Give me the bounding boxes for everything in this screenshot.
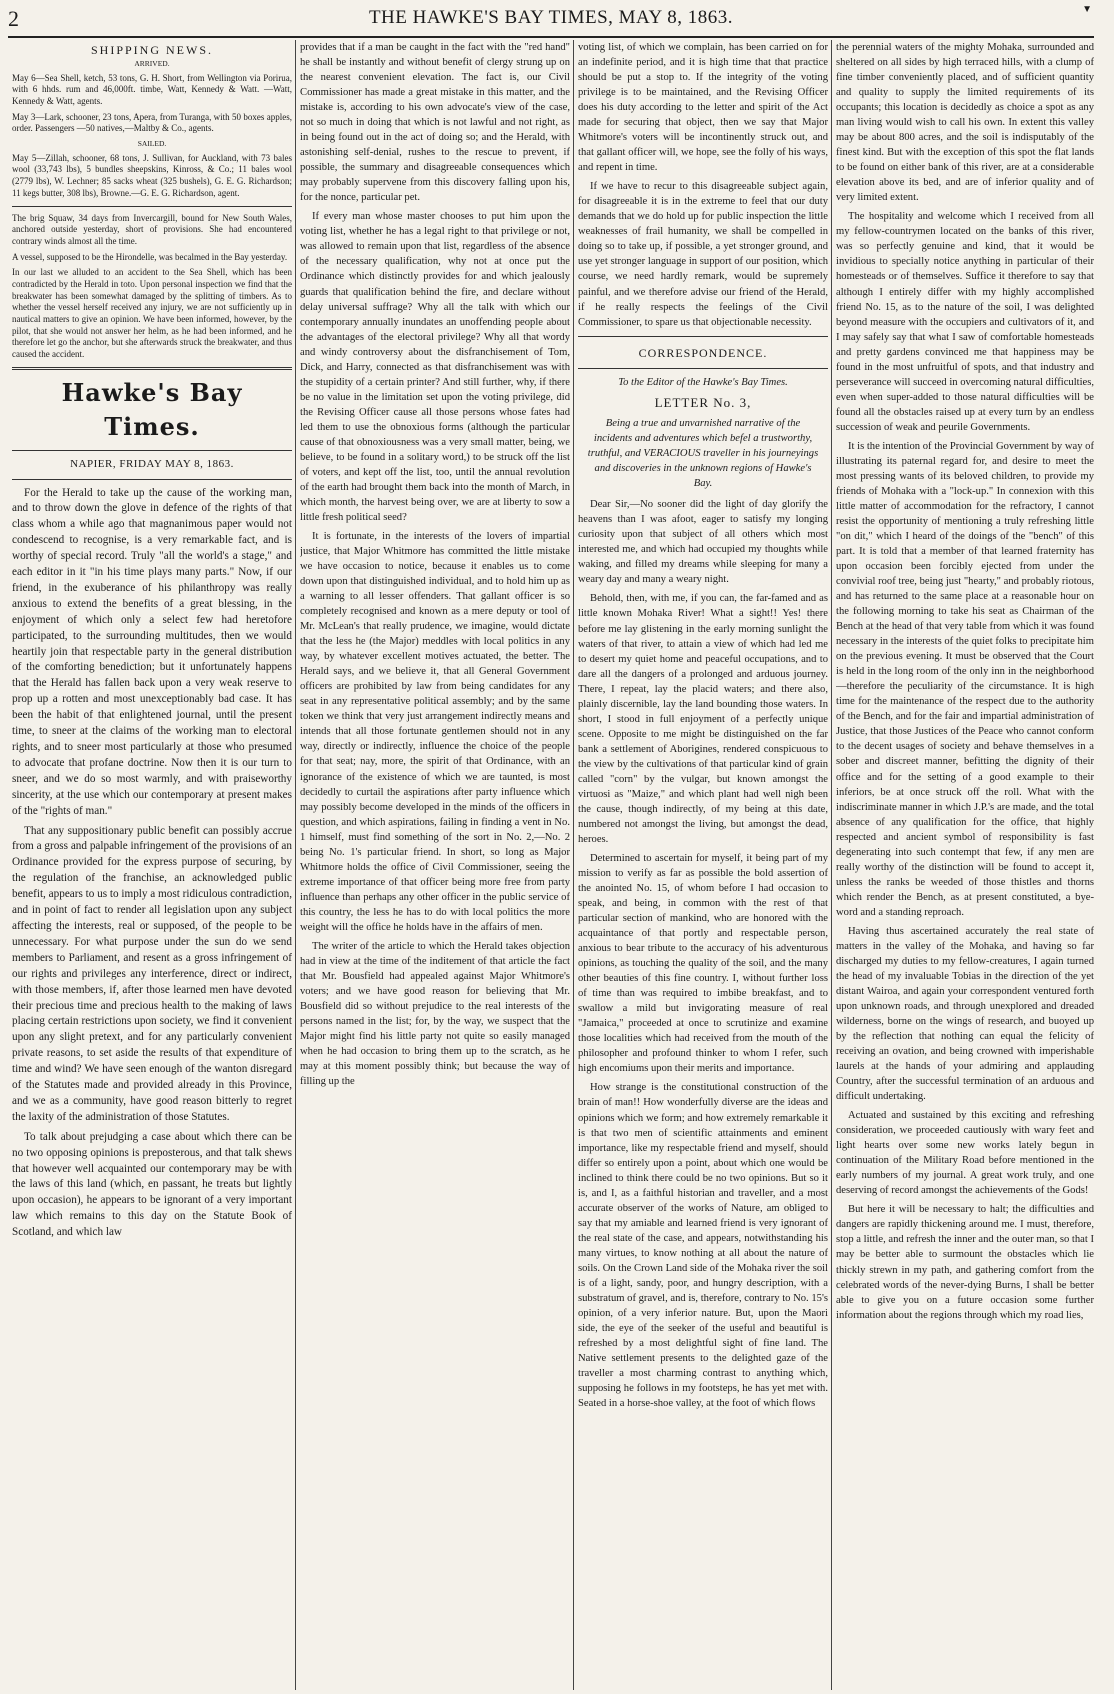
letter-paragraph: Having thus ascertained accurately the real state of matters in the valley of the Mohaka, and having so far discharged my duties to my fellow-creatures, I again turned the head of my invaluable Tobias in the direction of the yet distant Wairoa, and again your correspondent ventured forth upon unknown roads, and through unexplored and dreaded wilderness, borne on the wings of research, and buoyed up by the reflection that nothing can equal the felicity of receiving an ovation, and being crowned with imperishable laurels at the hands of your admiring and applauding Country, after the successful termination of an arduous and difficult undertaking.: [836, 925, 1094, 1103]
letter-paragraph: Determined to ascertain for myself, it being part of my mission to verify as far as possible the bold assertion of the anointed No. 15, of whom before I had occasion to speak, and being, in common with the rest of that particular section of mankind, who are honored with the acquaintance of that portly and respectable person, anxious to bear tribute to the accuracy of his adventurous opinions, as touching the quality of the soil, and the many other beauties of this fine country. I, without further loss of time than was required to imbibe breakfast, and to swallow a mild but invigorating measure of real "Jamaica," proceeded at once to scrutinize and examine those localities which had received from the mouth of the philosopher and profound thinker to whom I refer, such high encomiums upon their merits and importance.: [578, 852, 828, 1075]
editorial-paragraph: It is fortunate, in the interests of the lovers of impartial justice, that Major Whitmore has committed the little mistake we have occasion to notice, because it enables us to come down upon that distinguished individual, and to hold him up as a warning to all lesser offenders. That gallant officer is so completely recognised and known as a mere deputy or tool of Mr. McLean's that really prudence, we imagine, would dictate that the less he (the Major) meddles with local politics in any way, by whatever excellent motives actuated, the better. The Herald says, and we believe it, that all General Government officers are prohibited by law from being candidates for any seat in any representative political assembly; and by the same token we think that very just arrangement indirectly means and intends that all those fortunate gentlemen should not in any way, directly or indirectly, influence the choice of the people for that seat; nay, more, the spirit of that Ordinance, with an ignorance of the existence of which we are taunted, is most decidedly to curtail the aspirations after party influence which may possibly become developed in the minds of the officers in question, and which aspirations, failing in finding a vent in No. 1 himself, must find something of the sort in No. 2,—No. 2 being No. 1's particular friend. In short, so long as Major Whitmore holds the office of Civil Commissioner, seeing the extreme importance of that officer being more free from party influence than perhaps any other officer in the public service of this country, the less he has to do with local politics the more weight will the office he holds have in the affairs of men.: [300, 531, 570, 933]
letter-paragraph: The hospitality and welcome which I received from all my fellow-countrymen located on the banks of this river, was so perfectly genuine and kind, that it would be invidious to specially notice anything in particular of their homesteads or of themselves. Suffice it therefore to say that although I entirely differ with my highly accomplished friend No. 15, as to the nature of the soil, I was delighted beyond measure with the occupiers and cultivators of it, and I may safely say that what I saw of comfortable homesteads and pretty gardens convinced me that happiness may be found in the most unfruitful of spots, and that industry and perseverance will succeed in overcoming natural difficulties, even when super-added to those natural difficulties will be found all the obstacles raised up at every turn by an endless succession of weak and peurile Governments.: [836, 211, 1094, 433]
letter-paragraph: Behold, then, with me, if you can, the far-famed and as little known Mohaka River! What a sight!! Yes! there before me lay glistening in the early morning sunlight the waters of that river, to attain a view of which had led me to desert my quiet home and peaceful occupations, and to dare all the dangers of a prolonged and arduous journey. There, I repeat, lay the placid waters; and there also, plainly discernible, lay the land bounding those waters. In short, I stood in full enjoyment of a perfectly unique scene. Opposite to me might be distinguished on the far bank a settlement of Aborigines, rendered conspicuous to the view by the cultivations of that particular kind of grain called "corn" by the vulgar, but known amongst the virtuosi as "Maize," and which plant had well nigh been the cause, though indirectly, of my being at this date, numbered not amongst the living, but amongst the dead, heroes.: [578, 593, 828, 845]
column-3: [578, 40, 828, 1690]
editorial-paragraph: To talk about prejudging a case about which there can be no two opposing opinions is preposterous, and that talk shews that however well acquainted our contemporary may be with the laws of this land (which, en passant, he treats but lightly upon occasion), he appears to be ignorant of a very important law which remains to this day on the Statute Book of Scotland, and which law: [12, 1130, 292, 1239]
letter-paragraph: But here it will be necessary to halt; the difficulties and dangers are rapidly thickening around me. I must, therefore, stop a little, and refresh the inner and the outer man, so that I may be better able to surmount the obstacles which lie thickly strewn in my path, and gathering comfort from the celebrated words of the never-dying Burns, I shall be better able to give you on a future occasion some further information about the regions through which my road lies,: [836, 1204, 1094, 1321]
shipping-note: The brig Squaw, 34 days from Invercargill, bound for New South Wales, anchored outside yesterday, short of provisions. She had encountered contrary winds almost all the time.: [12, 212, 292, 246]
letter-title: LETTER No. 3,: [654, 394, 752, 410]
arrived-label: ARRIVED.: [134, 59, 170, 69]
editorial-paragraph: voting list, of which we complain, has been carried on for an indefinite period, and it is high time that that practice should be put a stop to. If the integrity of the voting privilege is to be maintained, and the Revising Officer does his duty according to the letter and spirit of the Act made for securing that object, then we say that Major Whitmore's voters will be incontinently struck out, and that gallant officer will, we hope, see the folly of his ways, and repent in time.: [578, 42, 828, 174]
column-4: [836, 40, 1094, 1690]
divider: [12, 479, 292, 480]
sailed-label: SAILED.: [137, 139, 167, 149]
shipping-entry: May 6—Sea Shell, ketch, 53 tons, G. H. Short, from Wellington via Porirua, with 6 hhds. rum and 46,000ft. timbe, Watt, Kennedy & Watt. —Watt, Kennedy & Watt, agents.: [12, 72, 292, 107]
column-2: [300, 40, 570, 1690]
letter-paragraph: It is the intention of the Provincial Government by way of illustrating its paternal regard for, and desire to meet the most pressing wants of its beloved children, to provide my friends of Mohaka with a "lock-up." In connexion with this little matter of accommodation for the refractory, I cannot resist the opportunity of mentioning a truly refreshing little "on dit," which I heard of the doings of the "bench" of this part. It is told that a member of that learned fraternity has upon occasion been forcibly ejected from under the convivial roof tree, being just "hearty," and probably riotous, and has returned to the same place at a reasonable hour on the following morning to take his seat as Chairman of the Bench at the head of that very table from which it was found necessary in the interests of the quiet folks to precipitate him on the previous evening. It must be observed that the Court is held in the long room of the only inn in the neighborhood—therefore the peculiarity of the circumstance. It is high time for the maintenance of the respect due to the authority of the Bench, and for the fair and impartial administration of Justice, that those Justices of the Peace who cannot conform to the decent usages of society and behave themselves in a sober and discreet manner, befitting the dignity of their office and for the setting of a good example to their inferiors, be at once struck off the roll. What with the indiscriminate manner in which J.P.'s are made, and the total absence of any qualification for the office, that highly respected and ancient symbol of responsibility is fast degenerating into such contempt that few, if any men are really worthy of the distinction will be found to accept it, unless the ranks be weeded of those thistles and thorns which render the Bench, as at present constituted, a bye-word and a standing reproach.: [836, 440, 1094, 918]
letter-subtitle: Being a true and unvarnished narrative of the incidents and adventures which befel a trustworthy, truthful, and VERACIOUS traveller in his journeyings and discoveries in the unknown regions of Hawke's Bay.: [587, 418, 819, 490]
page-number: 2: [8, 6, 19, 31]
column-1: [12, 40, 292, 1690]
editorial-paragraph: That any suppositionary public benefit can possibly accrue from a gross and palpable infringement of the provisions of an Ordinance provided for the express purpose of securing, by the regulation of the franchise, an acknowledged public benefit, appears to us to imply a most ridiculous contradiction, and in point of fact to render all legislation upon any subject affecting the interests, real or supposed, of the people to be unnecessary. For what purpose under the sun do we send members to Parliament, and resent as a gross infringement of our rights and privileges any interference, direct or indirect, with those members, if, after those learned men have devoted their precious time and precious health to the making of laws placing certain restrictions upon society, we find it convenient upon any slight pretext, and for any particularly convenient private reasons, to set aside the results of that expenditure of time and wind? We have seen enough of the wanton disregard of the Statutes made and provided already in this Province, and we as a community, have good reason bitterly to regret the laxity of the administration of those Statutes.: [12, 824, 292, 1123]
nameplate: Hawke's Bay Times.: [61, 377, 243, 441]
divider: [12, 450, 292, 451]
column-rule: [573, 40, 574, 1690]
column-rule: [295, 40, 296, 1690]
editorial-paragraph: provides that if a man be caught in the fact with the "red hand" he shall be instantly and without benefit of clergy strung up on the nearest convenient elevation. The fact is, our Civil Commissioner has made a great mistake in this matter, and the mistake is, according to his own advocate's view of the case, not so much in doing that which is not lawful and not right, as in being found out in the act of doing so; and the Herald, with astonishing self-denial, rushes to the rescue to prevent, if possible, the summary and disagreeable consequences which may probably supervene from this discovery falling upon his, for the nonce, particular pet.: [300, 42, 570, 204]
shipping-note: A vessel, supposed to be the Hirondelle, was becalmed in the Bay yesterday.: [12, 251, 288, 262]
shipping-notes: [12, 213, 292, 361]
editorial-paragraph: If every man whose master chooses to put him upon the voting list, whether he has a legal right to that privilege or not, was allowed to remain upon that list, regardless of the absence of the necessary qualification, why not at once put the Ordinance which distinctly provides for and which jealously guards that qualification behind the fire, and declare without delay universal suffrage? Why all the talk with which our contemporary annually inundates an unoffending people about the advantages of the electoral privilege? Why all that wordy and windy controversy about the disfranchisement of Tom, Dick, and Harry, connected as that disfranchisement was with the stupidity of a certain printer? And still further, why, if there be no value in the limitation set upon the voting privilege, did the Revising Officer cause all those persons whose fates had led them to use the obnoxious forms (although the particular cause of that obnoxiousness was a very small matter, being, we believe, to be found in a solitary word,) to be struck off the list of voters, and kept off the list, too, until the annual revolution of the earth had brought them back into the month of March, in which month, the harvest being over, we are at liberty to sow a little fresh political seed?: [300, 211, 570, 523]
letter-paragraph: Actuated and sustained by this exciting and refreshing consideration, we proceeded cautiously with wary feet and light hearts over some new works lately begun in continuation of the Military Road before mentioned in the early numbers of my journal. A great work truly, and one deserving of record amongst the achievements of the Gods!: [836, 1110, 1094, 1197]
newspaper-title: THE HAWKE'S BAY TIMES, MAY 8, 1863.: [368, 7, 734, 28]
editorial-paragraph: The writer of the article to which the Herald takes objection had in view at the time of the inditement of that article the fact that Mr. Bousfield had appealed against Major Whitmore's voters; and we have good reason for believing that Mr. Bousfield did so without prejudice to the real interests of the persons named in the list; for, by the way, we suspect that the Major might find his little party not quite so easily managed when he had occasion to bring them up to the scratch, as he may at this moment possibly think; but because the way of filling up the: [300, 940, 570, 1088]
to-editor-line: To the Editor of the Hawke's Bay Times.: [618, 376, 788, 388]
shipping-arrivals: [12, 73, 292, 135]
divider: [12, 367, 292, 370]
column-rule: [831, 40, 832, 1690]
shipping-entry: May 5—Zillah, schooner, 68 tons, J. Sullivan, for Auckland, with 73 bales wool (33,743 lbs), 5 bundles sheepskins, Kinross, & Co.; 11 bales wool (2779 lbs), W. Lechner; 85 sacks wheat (325 bushels), G. E. G. Richardson; 11 kegs butter, 308 lbs), Browne.—G. E. G. Richardson, agent.: [12, 152, 292, 198]
editorial-paragraph: If we have to recur to this disagreeable subject again, for disagreeable it is in the extreme to feel that our duty demands that we do hold up for public inspection the little weaknesses of frail humanity, we shall be compelled in doing so to take up, if possible, a yet stronger ground, and use yet stronger language in support of our position, which course, we need hardly remark, would be supremely painful, and we therefore advise our friend of the Herald, if he really respects the feelings of the Civil Commissioner, to spare us that objectionable necessity.: [578, 181, 828, 328]
dateline: NAPIER, FRIDAY MAY 8, 1863.: [70, 457, 234, 470]
correspondence-heading: CORRESPONDENCE.: [638, 345, 768, 360]
editorial-body: [12, 486, 292, 1242]
masthead: [8, 2, 1094, 38]
shipping-news-heading: SHIPPING NEWS.: [90, 43, 213, 57]
shipping-note: In our last we alluded to an accident to the Sea Shell, which has been contradicted by the Herald in toto. Upon personal inspection we find that the breakwater has been somewhat damaged by the splitting of timbers. As to whether the vessel herself received any injury, we are not sufficiently up in nautical matters to give an opinion. We have been informed, however, by the pilot, that she would not answer her helm, as he had been informed, and he therefore let go the anchor, but she afterwards struck the breakwater, and thus caused the accident.: [12, 267, 292, 360]
corner-arrow-icon: ▼: [1082, 4, 1092, 15]
shipping-departures: [12, 153, 292, 200]
letter-paragraph: the perennial waters of the mighty Mohaka, surrounded and sheltered on all sides by high terraced hills, with a clump of fine timber conveniently placed, and of sufficient quantity and quality to supply the limited requirements of its occupants; this location is decidedly as choice a spot as any man living would wish to call his own. In extent this valley may be about 800 acres, and the soil is indisputably of the finest kind. But with the exception of this spot the flat lands to be found on either bank of this river, are at a considerable elevation above its bed, and are of inferior quality and of very limited extent.: [836, 42, 1094, 204]
divider: [12, 206, 292, 207]
divider: [578, 368, 828, 369]
letter-paragraph: Dear Sir,—No sooner did the light of day glorify the heavens than I was afoot, eager to satisfy my longing curiosity upon that subject of all others which most interested me, and which had occupied my thoughts while waking, and filled my dreams while sleeping for many a weary day and many a weary night.: [578, 499, 828, 586]
editorial-paragraph: For the Herald to take up the cause of the working man, and to throw down the glove in defence of the rights of that class whom a while ago that magnanimous paper would not condescend to recognise, is a very remarkable fact, and is worthy of special record. Truly "all the world's a stage," and each editor in it "in his time plays many parts." Now, if our friend, in the exuberance of his philanthropy was really anxious to extend the benefits of a great blessing, in the enjoyment of which only a select few had heretofore participated, to the surrounding multitudes, then we would heartily join that respectable party in the general distribution of the comforting benediction; but it unfortunately happens that the Herald has fallen back upon a very weak reserve to prop up a rotten and most unexceptionably bad case. It has been the habit of that enlightened journal, until the present time, to sneer at the claims of the working man to electoral rights, and to sneer most particularly at those who presumed to advocate that profane doctrine. Now then it is our turn to sneer, and we do so most warmly, and with praiseworthy sincerity, at the use which our contemporary at present makes of the "rights of man.": [12, 486, 292, 817]
shipping-entry: May 3—Lark, schooner, 23 tons, Apera, from Turanga, with 50 boxes apples, order. Passengers —50 natives,—Maltby & Co., agents.: [12, 111, 292, 134]
divider: [578, 336, 828, 337]
letter-paragraph: How strange is the constitutional construction of the brain of man!! How wonderfully diverse are the ideas and opinions which we form; and how extremely remarkable it is that two men of scientific attainments and eminent importance, like my respectable friend and myself, should differ so entirely upon a point, about which one would be inclined to think there could be no two opinions. But so it is, and I, as a faithful historian and traveller, and a most accurate observer of the works of Nature, am obliged to say that my amiable and learned friend is very ignorant of the real state of the case, and appears, notwithstanding his many virtues, to know nothing at all about the nature of soils. On the Crown Land side of the Mohaka river the soil is of a light, sandy, poor, and hungry description, with a substratum of gravel, and is, therefore, contrary to No. 15's opinion, of a very inferior nature. But, upon the Maori side, the eye of the seeker of the useful and beautiful is refreshed by a most delightful sight of fine land. The Native settlement presents to the delighted gaze of the traveller a most charming contrast to anything which, supposing he follows in my footsteps, he has yet met with. Seated in a horse-shoe valley, at the foot of which flows: [578, 1082, 828, 1410]
